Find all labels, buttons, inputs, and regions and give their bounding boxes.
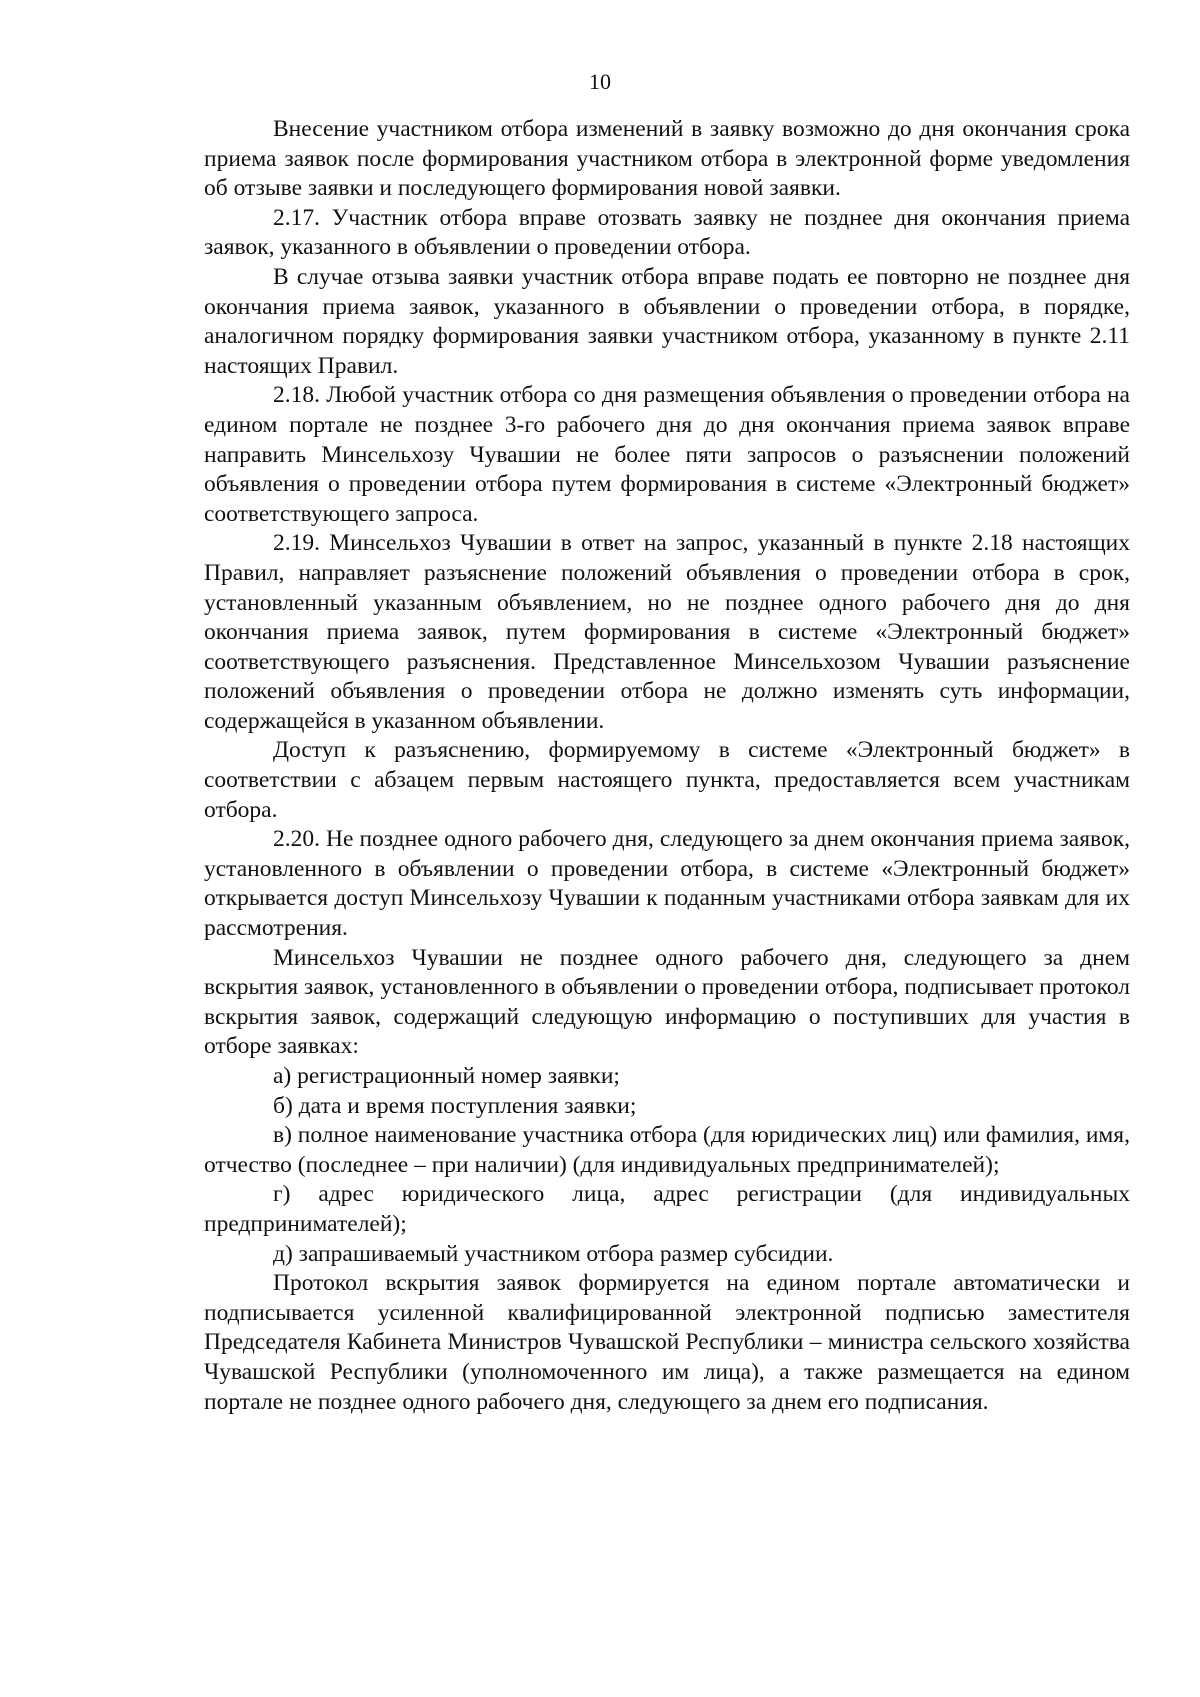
list-item-v: в) полное наименование участника отбора (для юридических лиц) или фамилия, имя, отчество (последнее – при наличии) (для индивидуальных предпринимателей);: [204, 1122, 1130, 1178]
list-item-b: б) дата и время поступления заявки;: [273, 1092, 637, 1119]
paragraph-withdrawal: В случае отзыва заявки участник отбора вправе подать ее повторно не позднее дня окончания приема заявок, указанного в объявлении о проведении отбора, в порядке, аналогичном порядку формирования заявки участником отбора, указанному в пункте 2.11 настоящих Правил.: [204, 263, 1130, 379]
paragraph-2-17: 2.17. Участник отбора вправе отозвать заявку не позднее дня окончания приема заявок, указанного в объявлении о проведении отбора.: [204, 204, 1130, 261]
paragraph-2-20: 2.20. Не позднее одного рабочего дня, следующего за днем окончания приема заявок, установленного в объявлении о проведении отбора, в системе «Электронный бюджет» открывается доступ Минсельхозу Чувашии к поданным участниками отбора заявкам для их рассмотрения.: [204, 826, 1130, 942]
paragraph-2-18: 2.18. Любой участник отбора со дня размещения объявления о проведении отбора на едином портале не позднее 3-го рабочего дня до дня окончания приема заявок вправе направить Минсельхозу Чувашии не более пяти запросов о разъяснении положений объявления о проведении отбора путем формирования в системе «Электронный бюджет» соответствующего запроса.: [204, 382, 1130, 527]
paragraph-protocol-signing: Минсельхоз Чувашии не позднее одного рабочего дня, следующего за днем вскрытия заявок, установленного в объявлении о проведении отбора, подписывает протокол вскрытия заявок, содержащий следующую информацию о поступивших для участия в отборе заявках:: [204, 944, 1130, 1060]
list-item-g: г) адрес юридического лица, адрес регистрации (для индивидуальных предпринимателей);: [204, 1181, 1130, 1237]
document-body: [204, 115, 1130, 1417]
paragraph-access: Доступ к разъяснению, формируемому в системе «Электронный бюджет» в соответствии с абзацем первым настоящего пункта, предоставляется всем участникам отбора.: [204, 737, 1130, 823]
paragraph-2-19: 2.19. Минсельхоз Чувашии в ответ на запрос, указанный в пункте 2.18 настоящих Правил, направляет разъяснение положений объявления о проведении отбора в срок, установленный указанным объявлением, но не позднее одного рабочего дня до дня окончания приема заявок, путем формирования в системе «Электронный бюджет» соответствующего разъяснения. Представленное Минсельхозом Чувашии разъяснение положений объявления о проведении отбора не должно изменять суть информации, содержащейся в указанном объявлении.: [204, 530, 1130, 734]
list-item-a: а) регистрационный номер заявки;: [273, 1063, 620, 1089]
paragraph-amendment: Внесение участником отбора изменений в заявку возможно до дня окончания срока приема заявок после формирования участником отбора в электронной форме уведомления об отзыве заявки и последующего формирования новой заявки.: [204, 116, 1130, 202]
paragraph-protocol-publication: Протокол вскрытия заявок формируется на едином портале автоматически и подписывается усиленной квалифицированной электронной подписью заместителя Председателя Кабинета Министров Чувашской Республики – министра сельского хозяйства Чувашской Республики (уполномоченного им лица), а также размещается на едином портале не позднее одного рабочего дня, следующего за днем его подписания.: [204, 1270, 1130, 1415]
page-number: 10: [589, 69, 611, 94]
list-item-d: д) запрашиваемый участником отбора размер субсидии.: [273, 1240, 834, 1267]
